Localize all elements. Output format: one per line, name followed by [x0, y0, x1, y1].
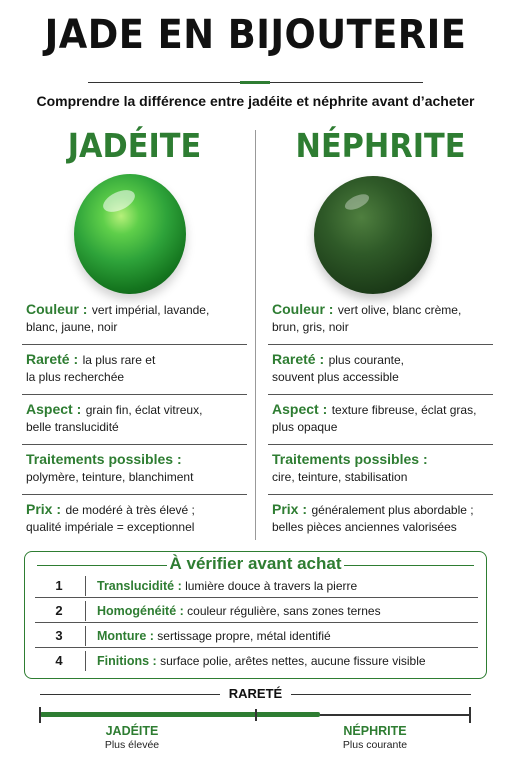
attribute-row [22, 445, 247, 495]
attribute-value-line2: blanc, jaune, noir [26, 320, 118, 334]
jadeite-attributes [22, 295, 247, 545]
attribute-value-line2: cire, teinture, stabilisation [272, 470, 408, 484]
checklist-item-label: Monture : [97, 629, 154, 643]
checklist-item-separator [85, 651, 86, 671]
jadeite-title: JADÉITE [67, 126, 202, 165]
attribute-value: vert olive, blanc crème, [337, 303, 462, 317]
nephrite-title: NÉPHRITE [295, 126, 466, 165]
attribute-label: Rareté : [272, 351, 325, 367]
checklist-item-number: 2 [55, 603, 63, 618]
checklist-item-content [97, 599, 381, 623]
rarity-scale-tick-left [39, 707, 41, 723]
jadeite-gem-area [22, 170, 247, 295]
checklist-item-text: surface polie, arêtes nettes, aucune fissure visible [160, 654, 426, 668]
attribute-row [22, 395, 247, 445]
checklist-item-number: 1 [55, 578, 63, 593]
attribute-label: Traitements possibles : [272, 451, 428, 467]
attribute-value-line2: belle translucidité [26, 420, 119, 434]
checklist-item-text: couleur régulière, sans zones ternes [187, 604, 381, 618]
checklist-item-text: sertissage propre, métal identifié [157, 629, 331, 643]
nephrite-column [268, 122, 493, 545]
rarity-label-nephrite [295, 724, 455, 751]
attribute-row [268, 295, 493, 345]
rarity-scale-fill [40, 712, 320, 717]
purchase-checklist [24, 551, 487, 679]
rarity-jadeite-sub: Plus élevée [104, 739, 160, 751]
attribute-label: Traitements possibles : [26, 451, 182, 467]
rarity-scale-tick-mid [255, 709, 257, 721]
nephrite-gem-area [268, 170, 493, 295]
attribute-value: vert impérial, lavande, [91, 303, 210, 317]
attribute-row [22, 495, 247, 545]
attribute-row [268, 395, 493, 445]
attribute-label: Rareté : [26, 351, 79, 367]
checklist-item-label: Finitions : [97, 654, 157, 668]
rarity-scale-tick-right [469, 707, 471, 723]
page-title: JADE EN BIJOUTERIE [44, 12, 467, 58]
nephrite-sphere-image [314, 176, 432, 294]
checklist-title: À vérifier avant achat [169, 554, 342, 573]
attribute-value-line2: polymère, teinture, blanchiment [26, 470, 194, 484]
checklist-item-separator [85, 626, 86, 646]
attribute-label: Couleur : [272, 301, 334, 317]
attribute-value-line2: souvent plus accessible [272, 370, 399, 384]
checklist-item-separator [85, 601, 86, 621]
nephrite-attributes [268, 295, 493, 545]
checklist-item-content [97, 624, 331, 648]
attribute-row [268, 345, 493, 395]
attribute-value-line2: belles pièces anciennes valorisées [272, 520, 457, 534]
checklist-item-number: 4 [55, 653, 63, 668]
attribute-row [268, 445, 493, 495]
rarity-label-jadeite [52, 724, 212, 751]
attribute-value-line2: plus opaque [272, 420, 338, 434]
attribute-value: grain fin, éclat vitreux, [85, 403, 203, 417]
checklist-item [35, 649, 478, 673]
checklist-item-separator [85, 576, 86, 596]
attribute-value: plus courante, [328, 353, 404, 367]
checklist-item [35, 599, 478, 623]
attribute-label: Prix : [272, 501, 308, 517]
checklist-item [35, 624, 478, 648]
attribute-label: Couleur : [26, 301, 88, 317]
checklist-item-number: 3 [55, 628, 63, 643]
attribute-label: Aspect : [272, 401, 328, 417]
checklist-item-label: Translucidité : [97, 579, 182, 593]
checklist-item-label: Homogénéité : [97, 604, 184, 618]
attribute-value: de modéré à très élevé ; [65, 503, 195, 517]
attribute-value: généralement plus abordable ; [311, 503, 474, 517]
jadeite-column [22, 122, 247, 545]
attribute-value-line2: brun, gris, noir [272, 320, 349, 334]
jadeite-cabochon-image [74, 174, 186, 294]
rarity-nephrite-name: NÉPHRITE [343, 724, 407, 738]
attribute-row [268, 495, 493, 545]
page-subtitle: Comprendre la différence entre jadéite et néphrite avant d’acheter [36, 93, 475, 109]
attribute-label: Aspect : [26, 401, 82, 417]
attribute-value-line2: la plus recherchée [26, 370, 125, 384]
attribute-row [22, 345, 247, 395]
column-divider [255, 130, 256, 540]
rarity-jadeite-name: JADÉITE [105, 724, 159, 738]
checklist-item-content [97, 649, 426, 673]
rarity-nephrite-sub: Plus courante [342, 739, 408, 751]
attribute-value-line2: qualité impériale = exceptionnel [26, 520, 195, 534]
attribute-row [22, 295, 247, 345]
attribute-label: Prix : [26, 501, 62, 517]
attribute-value: texture fibreuse, éclat gras, [331, 403, 477, 417]
checklist-item-text: lumière douce à travers la pierre [185, 579, 358, 593]
attribute-value: la plus rare et [82, 353, 156, 367]
checklist-item [35, 574, 478, 598]
rarity-title: RARETÉ [228, 686, 283, 701]
checklist-item-content [97, 574, 357, 598]
title-rule-accent [240, 81, 270, 84]
